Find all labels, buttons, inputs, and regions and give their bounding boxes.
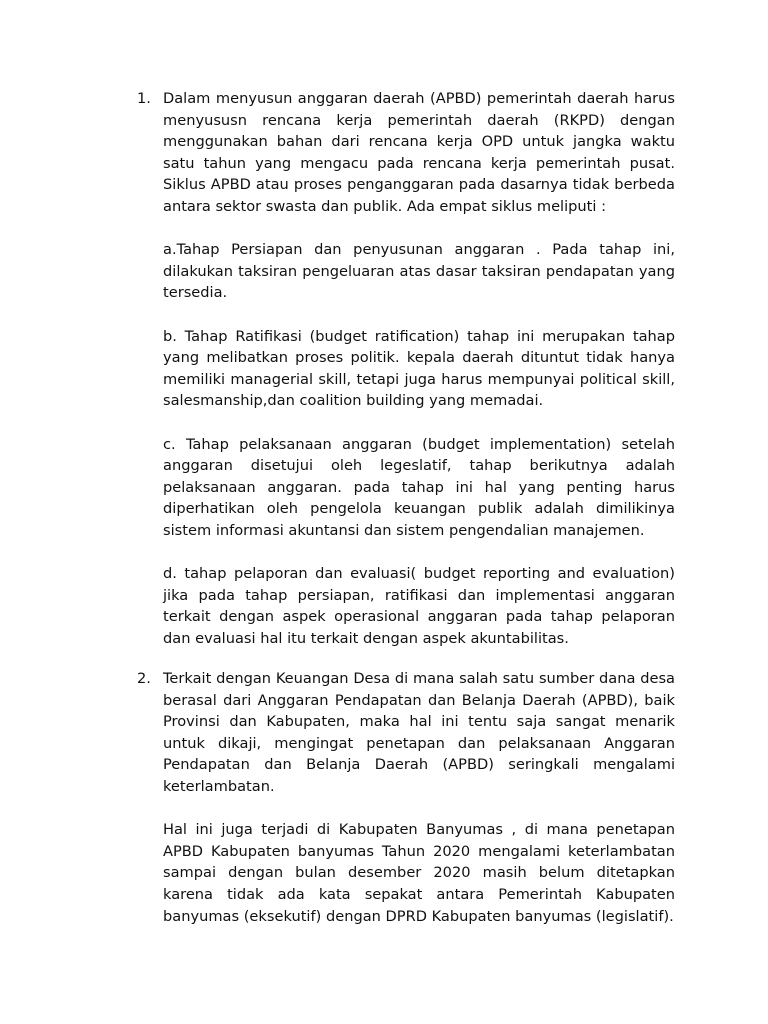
paragraph-banyumas: Hal ini juga terjadi di Kabupaten Banyumas , di mana penetapan APBD Kabupaten banyumas Tahun 2020 mengalami keterlambatan sampai dengan bulan desember 2020 masih belum ditetapkan karena tidak ada kata sepakat antara Pemerintah Kabupaten banyumas (eksekutif) dengan DPRD Kabupaten banyumas (legislatif).: [163, 821, 675, 925]
paragraph-intro: Dalam menyusun anggaran daerah (APBD) pemerintah daerah harus menyususn rencana kerja pemerintah daerah (RKPD) dengan menggunakan bahan dari rencana kerja OPD untuk jangka waktu satu tahun yang mengacu pada rencana kerja pemerintah pusat. Siklus APBD atau proses penganggaran pada dasarnya tidak berbeda antara sektor swasta dan publik. Ada empat siklus meliputi :: [163, 90, 675, 215]
paragraph-stage-d: d. tahap pelaporan dan evaluasi( budget reporting and evaluation) jika pada tahap persiapan, ratifikasi dan implementasi anggaran terkait dengan aspek operasional anggaran pada tahap pelaporan dan evaluasi hal itu terkait dengan aspek akuntabilitas.: [163, 565, 675, 647]
list-item-1: [137, 88, 675, 649]
list-marker: 2.: [137, 670, 151, 687]
list-item-body: [163, 88, 675, 649]
paragraph-stage-c: c. Tahap pelaksanaan anggaran (budget implementation) setelah anggaran disetujui oleh legeslatif, tahap berikutnya adalah pelaksanaan anggaran. pada tahap ini hal yang penting harus diperhatikan oleh pengelola keuangan publik adalah dimilikinya sistem informasi akuntansi dan sistem pengendalian manajemen.: [163, 435, 675, 539]
paragraph-stage-b: b. Tahap Ratifikasi (budget ratification) tahap ini merupakan tahap yang melibatkan proses politik. kepala daerah dituntut tidak hanya memiliki managerial skill, tetapi juga harus mempunyai political skill, salesmanship,dan coalition building yang memadai.: [163, 327, 675, 410]
paragraph-stage-a: a.Tahap Persiapan dan penyusunan anggaran . Pada tahap ini, dilakukan taksiran pengeluaran atas dasar taksiran pendapatan yang tersedia.: [163, 241, 675, 302]
paragraph-village-finance: Terkait dengan Keuangan Desa di mana salah satu sumber dana desa berasal dari Anggaran Pendapatan dan Belanja Daerah (APBD), baik Provinsi dan Kabupaten, maka hal ini tentu saja sangat menarik untuk dikaji, mengingat penetapan dan pelaksanaan Anggaran Pendapatan dan Belanja Daerah (APBD) seringkali mengalami keterlambatan.: [163, 670, 675, 795]
list-marker: 1.: [137, 90, 151, 107]
list-item-body: [163, 668, 675, 927]
list-item-2: [137, 668, 675, 927]
